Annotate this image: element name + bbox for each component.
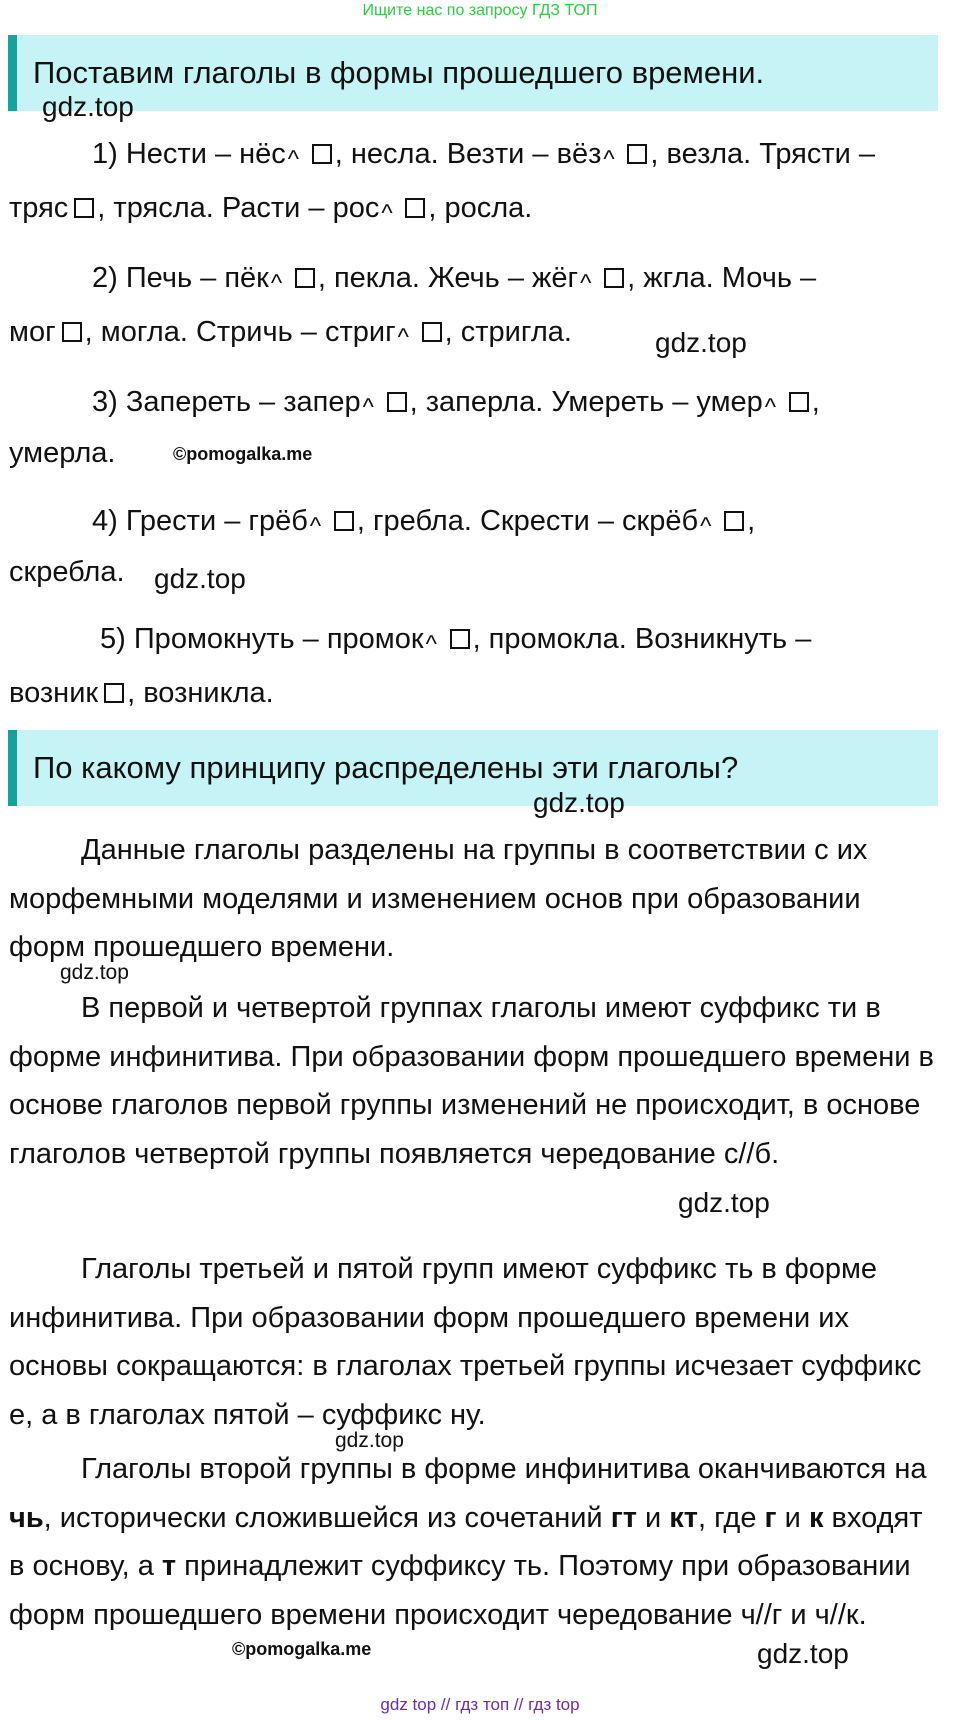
zero-ending-box xyxy=(334,511,354,531)
zero-ending-box xyxy=(387,392,407,412)
verb-text: , возникла. xyxy=(127,677,274,709)
verb-text: , могла. Стричь – стриг xyxy=(84,316,396,348)
verb-line-5a xyxy=(100,620,811,658)
verb-line-1a xyxy=(92,135,875,173)
emphasis: кт xyxy=(669,1501,699,1534)
verb-text: , промокла. Возникнуть – xyxy=(472,623,812,655)
paragraph-text: Глаголы второй группы в форме инфинитива оканчиваются на xyxy=(81,1453,927,1485)
verb-text: , росла. xyxy=(428,192,533,224)
zero-ending-box xyxy=(789,392,809,412)
watermark-gdz: gdz.top xyxy=(335,1429,404,1452)
verb-text: , жгла. Мочь – xyxy=(627,262,817,294)
verb-line-3a xyxy=(92,383,820,421)
paragraph-3 xyxy=(9,1245,944,1439)
watermark-gdz: gdz.top xyxy=(533,787,625,818)
verb-text: умерла. xyxy=(9,437,116,469)
zero-ending-box xyxy=(627,144,647,164)
verb-text: , xyxy=(811,386,820,418)
watermark-gdz: gdz.top xyxy=(154,563,246,594)
paragraph-text: , исторически сложившейся из сочетаний xyxy=(43,1501,611,1534)
watermark-pomogalka: ©pomogalka.me xyxy=(173,444,313,464)
verb-text: 3) Запереть – запер xyxy=(92,386,361,418)
verb-text: , несла. Везти – вёз xyxy=(334,138,602,170)
bottom-links[interactable]: gdz top // гдз топ // гдз top xyxy=(380,1695,580,1714)
zero-ending-box xyxy=(604,268,624,288)
verb-text: 1) Нести – нёс xyxy=(92,138,286,170)
verb-line-4a xyxy=(92,502,755,540)
emphasis: гт xyxy=(610,1501,637,1534)
zero-ending-box xyxy=(74,198,94,218)
verb-text: тряс xyxy=(9,192,69,224)
verb-line-2b xyxy=(9,313,572,351)
paragraph-4 xyxy=(9,1445,944,1639)
verb-text: возник xyxy=(9,677,99,709)
zero-ending-box xyxy=(405,198,425,218)
section1-title: Поставим глаголы в формы прошедшего времени. xyxy=(33,55,765,90)
verb-text: , трясла. Расти – рос xyxy=(97,192,380,224)
verb-text: 2) Печь – пёк xyxy=(92,262,269,294)
paragraph-1 xyxy=(9,826,944,972)
paragraph-text: и xyxy=(636,1501,670,1534)
verb-line-3b xyxy=(9,434,115,472)
zero-ending-box xyxy=(422,322,442,342)
verb-text: , везла. Трясти – xyxy=(650,138,875,170)
verb-text: скребла. xyxy=(9,556,125,588)
watermark-gdz: gdz.top xyxy=(655,327,747,358)
section1-header xyxy=(8,35,938,111)
watermark-pomogalka: ©pomogalka.me xyxy=(232,1639,372,1659)
verb-text: , гребла. Скрести – скрёб xyxy=(356,505,699,537)
verb-text: 5) Промокнуть – промок xyxy=(100,623,424,655)
paragraph-text: , где xyxy=(698,1501,765,1534)
zero-ending-box xyxy=(104,683,124,703)
watermark-gdz: gdz.top xyxy=(757,1638,849,1669)
paragraph-text: Глаголы третьей и пятой групп имеют суффикс ть в форме инфинитива. При образовании форм прошедшего времени их основы сокращаются: в глаголах третьей группы исчезает суффикс е, а в глаголах пятой – суффикс ну. xyxy=(9,1253,922,1431)
zero-ending-box xyxy=(450,629,470,649)
emphasis: чь xyxy=(9,1501,44,1534)
watermark-gdz: gdz.top xyxy=(60,961,129,984)
verb-text: , пекла. Жечь – жёг xyxy=(317,262,579,294)
paragraph-2 xyxy=(9,984,944,1178)
verb-text: , заперла. Умереть – умер xyxy=(409,386,763,418)
emphasis: т xyxy=(161,1550,177,1582)
verb-text: , xyxy=(747,505,756,537)
verb-text: 4) Грести – грёб xyxy=(92,505,308,537)
paragraph-text: В первой и четвертой группах глаголы имеют суффикс ти в форме инфинитива. При образовании форм прошедшего времени в основе глаголов первой группы изменений не происходит, в основе глаголов четвертой группы появляется чередование с//б. xyxy=(9,992,934,1170)
top-search-hint[interactable]: Ищите нас по запросу ГДЗ ТОП xyxy=(362,2,598,19)
zero-ending-box xyxy=(312,144,332,164)
paragraph-text: входят в основу, а xyxy=(9,1501,923,1582)
section2-title: По какому принципу распределены эти глаголы? xyxy=(33,750,739,785)
verb-line-5b xyxy=(9,674,274,712)
paragraph-text: и xyxy=(776,1501,809,1534)
paragraph-text: принадлежит суффиксу ть. Поэтому при образовании форм прошедшего времени происходит чередование ч//г и ч//к. xyxy=(9,1550,911,1631)
watermark-gdz: gdz.top xyxy=(42,91,134,122)
verb-line-1b xyxy=(9,189,532,227)
watermark-gdz: gdz.top xyxy=(678,1187,770,1218)
verb-text: , стригла. xyxy=(444,316,572,348)
section2-header xyxy=(8,730,938,806)
zero-ending-box xyxy=(724,511,744,531)
verb-line-2a xyxy=(92,259,816,297)
emphasis: к xyxy=(808,1501,824,1534)
paragraph-text: Данные глаголы разделены на группы в соответствии с их морфемными моделями и изменением основ при образовании форм прошедшего времени. xyxy=(9,834,868,963)
verb-line-4b xyxy=(9,553,125,591)
zero-ending-box xyxy=(62,322,82,342)
verb-text: мог xyxy=(9,316,56,348)
emphasis: г xyxy=(764,1501,777,1534)
zero-ending-box xyxy=(295,268,315,288)
